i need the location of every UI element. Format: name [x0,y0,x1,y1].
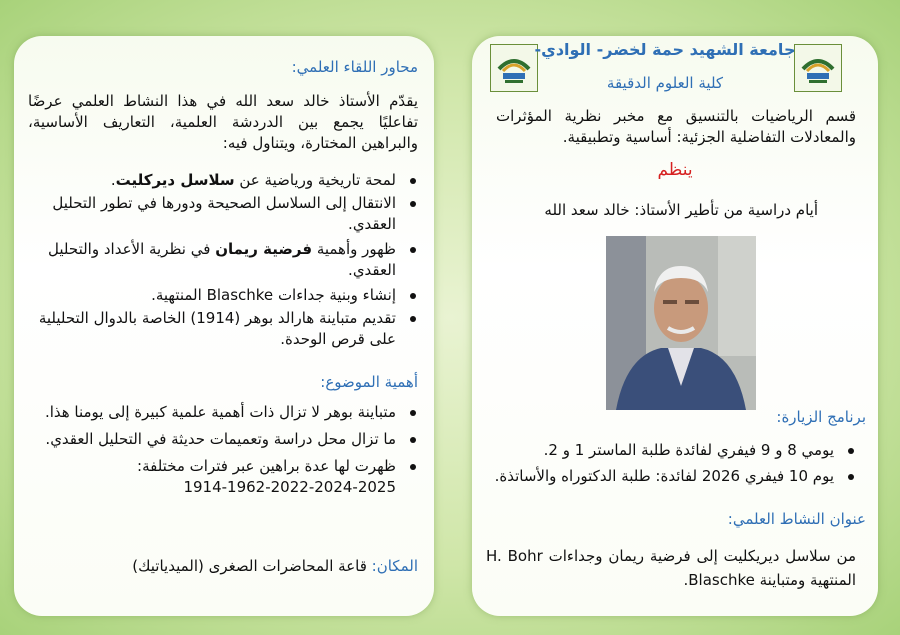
university-name: جامعة الشهيد حمة لخضر- الوادي- [534,40,796,59]
topic-item: لمحة تاريخية ورياضية عن سلاسل ديركليت. [28,170,418,191]
bullet-icon [410,247,416,253]
importance-item: ما تزال محل دراسة وتعميمات حديثة في التحليل العقدي. [28,429,418,450]
bullet-icon [410,293,416,299]
proof-years: 1914-1962-2022-2024-2025 [183,478,396,496]
importance-list [28,402,418,498]
bullet-icon [410,178,416,184]
activity-title-heading: عنوان النشاط العلمي: [727,510,866,528]
topics-heading: محاور اللقاء العلمي: [291,58,418,76]
bullet-icon [410,316,416,322]
left-panel [14,36,434,616]
topic-item: إنشاء وبنية جداءات Blaschke المنتهية. [28,285,418,306]
university-logo-icon [491,45,537,91]
topic-item: ظهور وأهمية فرضية ريمان في نظرية الأعداد والتحليل العقدي. [28,239,418,281]
program-item: يوم 10 فيفري 2026 لفائدة: طلبة الدكتوراه والأساتذة. [486,466,856,487]
organizes-label: ينظم [657,160,693,180]
place-value: قاعة المحاضرات الصغرى (الميدياتيك) [132,557,372,575]
topic-item: الانتقال إلى السلاسل الصحيحة ودورها في تطور التحليل العقدي. [28,193,418,235]
bullet-icon [848,448,854,454]
intro-paragraph: يقدّم الأستاذ خالد سعد الله في هذا النشاط العلمي عرضًا تفاعليًا يجمع بين الدردشة العلمية، التعاريف الأساسية، والبراهين المختارة، ويتناول فيه: [28,92,418,152]
program-heading: برنامج الزيارة: [776,408,866,426]
bullet-icon [848,474,854,480]
importance-heading: أهمية الموضوع: [320,373,418,391]
place-line [132,556,418,577]
university-logo-icon [795,45,841,91]
program-item: يومي 8 و 9 فيفري لفائدة طلبة الماستر 1 و 2. [486,440,856,461]
bullet-icon [410,410,416,416]
topics-list [28,170,418,350]
bullet-icon [410,437,416,443]
portrait-icon [606,236,756,410]
right-panel [472,36,878,616]
study-days-line: أيام دراسية من تأطير الأستاذ: خالد سعد الله [544,201,818,219]
topic-item: تقديم متباينة هارالد بوهر (1914) الخاصة بالدوال التحليلية على قرص الوحدة. [28,308,418,350]
speaker-photo [606,236,756,410]
university-logo-right [794,44,842,92]
importance-item: متباينة بوهر لا تزال ذات أهمية علمية كبيرة إلى يومنا هذا. [28,402,418,423]
faculty-name: كلية العلوم الدقيقة [606,74,724,92]
place-label: المكان: [371,557,418,575]
program-list [486,440,856,487]
importance-item: ظهرت لها عدة براهين عبر فترات مختلفة: 1914-1962-2022-2024-2025 [28,456,418,498]
bullet-icon [410,201,416,207]
department-text: قسم الرياضيات بالتنسيق مع مخبر نظرية المؤثرات والمعادلات التفاضلية الجزئية: أساسية وتطبيقية. [496,107,856,146]
university-logo-left [490,44,538,92]
activity-title-text: من سلاسل ديريكليت إلى فرضية ريمان وجداءات H. Bohr المنتهية ومتباينة Blaschke. [486,547,856,589]
bullet-icon [410,464,416,470]
